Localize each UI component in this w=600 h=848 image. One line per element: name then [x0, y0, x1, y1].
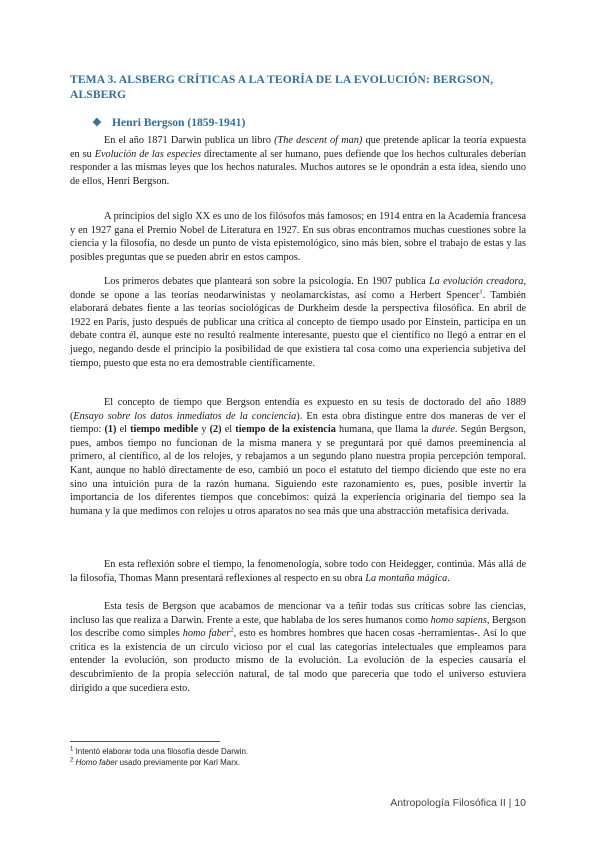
footnote-term: Homo faber [75, 758, 118, 767]
page-footer: Antropología Filosófica II | 10 [390, 797, 526, 809]
p4-text: el [116, 424, 131, 436]
p1-text: directamente al ser humano, pues defiende que los hechos culturales deberían responder a las mismas leyes que los hechos naturales. Muchos autores se le opondrán a esta idea, siendo uno de ellos, Henri Bergson. [70, 148, 526, 187]
paragraph-6 [70, 600, 526, 695]
p6-term-italic: homo sapiens [430, 614, 487, 626]
p4-marker: (1) [104, 424, 117, 436]
p4-term-italic: durée [431, 424, 455, 436]
p3-text: Los primeros debates que planteará son sobre la psicología. En 1907 publica [104, 276, 429, 287]
footnote-ref-1[interactable]: 1 [479, 288, 483, 296]
p5-book-title: La montaña mágica [365, 572, 448, 584]
p1-text: que pretende aplicar la teoría expuesta en su [70, 135, 526, 160]
p1-book-title: (The descent of man) [274, 135, 363, 146]
footnote-1 [70, 746, 526, 757]
p6-text: , esto es hombres hombres que hacen cosas -herramientas-. Así lo que critica es la existencia de un círculo vicioso por el cual las categorías intelectuales que empleamos para entender la evolución, son producto mismo de la evolución. La evolución de la especies causaría el descubrimiento de la propia selección natural, de tal modo que parecería que todo el universo estuviera dirigido a que sucediera esto. [70, 628, 526, 694]
footnote-number: 2 [70, 757, 74, 764]
paragraph-2: A principios del siglo XX es uno de los filósofos más famosos; en 1914 entra en la Academia francesa y en 1927 gana el Premio Nobel de Literatura en 1927. En sus obras encontramos muchas cuestiones sobre la ciencia y la filosofía, no desde un punto de vista epistemológico, sino más bien, sobre el trabajo de estas y las posibles preguntas que se pueden abrir en estos campos. [70, 211, 526, 263]
diamond-bullet-icon: ❖ [92, 117, 102, 129]
p6-text: , Bergson los describe como simples [70, 614, 526, 640]
p5-text: En esta reflexión sobre el tiempo, la fenomenología, sobre todo con Heidegger, continúa. Más allá de la filosofía, Thomas Mann presentará reflexiones al respecto en su obra [70, 559, 526, 584]
p4-term: tiempo medible [130, 424, 199, 436]
footnote-ref-2[interactable]: 2 [230, 626, 234, 634]
footnote-2 [70, 757, 526, 768]
p4-text: ). En esta obra distingue entre dos maneras de ver el tiempo: [70, 410, 526, 436]
p5-text: . [447, 572, 450, 584]
chapter-title: TEMA 3. ALSBERG CRÍTICAS A LA TEORÍA DE LA EVOLUCIÓN: BERGSON, ALSBERG [70, 73, 494, 101]
p3-text: , donde se opone a las teorías neodarwinistas y neolamarckistas, así como a Herbert Spencer [70, 276, 526, 301]
paragraph-5 [70, 558, 526, 585]
paragraph-1 [70, 134, 526, 188]
footnote-text: usado previamente por Karl Marx. [117, 758, 241, 767]
section-heading [92, 116, 245, 130]
paragraph-3 [70, 275, 526, 370]
p1-text: En el año 1871 Darwin publica un libro [104, 135, 275, 146]
footnote-text: Intentó elaborar toda una filosofía desde Darwin. [73, 747, 249, 756]
p3-text: . También elaborará debates fiente a las teorías sociológicas de Durkheim desde la perspectiva filosófica. En abril de 1922 en París, justo después de publicar una crítica al concepto de tiempo usado por Einstein, participa en un debate contra él, aunque este no resultó realmente interesante, puesto que el científico no llegó a entrar en el juego, negando desde el principio la posibilidad de que existiera tal cosa como una experiencia subjetiva del tiempo, puesto que esta no era demostrable científicamente. [70, 289, 526, 369]
footnote-divider [70, 741, 220, 742]
footnotes [70, 746, 526, 768]
p1-book-title: Evolución de las especies [94, 148, 201, 160]
p4-book-title: Ensayo sobre los datos inmediatos de la conciencia [73, 410, 297, 422]
p6-text: Esta tesis de Bergson que acabamos de mencionar va a teñir todas sus críticas sobre las ciencias, incluso las que realiza a Darwin. Frente a este, que hablaba de los seres humanos como [70, 601, 526, 626]
footnote-number: 1 [70, 746, 74, 753]
paragraph-4 [70, 396, 526, 518]
p4-text: El concepto de tiempo que Bergson entendía es expuesto en su tesis de doctorado del año 1889 ( [70, 397, 526, 422]
p3-book-title: La evolución creadora [428, 276, 524, 287]
p4-text: humana, que llama la [335, 424, 432, 436]
p4-text: . Según Bergson, pues, ambos tiempo no funcionan de la misma manera y se preguntará por qué damos preeminencia al primero, al científico, al de los relojes, y rebajamos a un segundo plano nuestra propia percepción temporal. Kant, aunque no habló directamente de eso, cambió un poco el estatuto del tiempo diciendo que este no era sino una intuición pura de la razón humana. Siguiendo este razonamiento es, pues, posible invertir la importancia de los diferentes tiempos que concebimos: quizá la experiencia originaria del tiempo sea la humana y la que medimos con relojes u otros aparatos no sea más que una abstracción metafísica derivada. [70, 424, 526, 517]
p4-marker: (2) [209, 424, 222, 436]
p4-text: el [221, 424, 236, 436]
p4-term: tiempo de la existencia [235, 424, 336, 436]
section-heading-text: Henri Bergson (1859-1941) [112, 116, 246, 129]
p6-term-italic: homo faber [182, 628, 231, 640]
p4-text: y [198, 424, 210, 436]
